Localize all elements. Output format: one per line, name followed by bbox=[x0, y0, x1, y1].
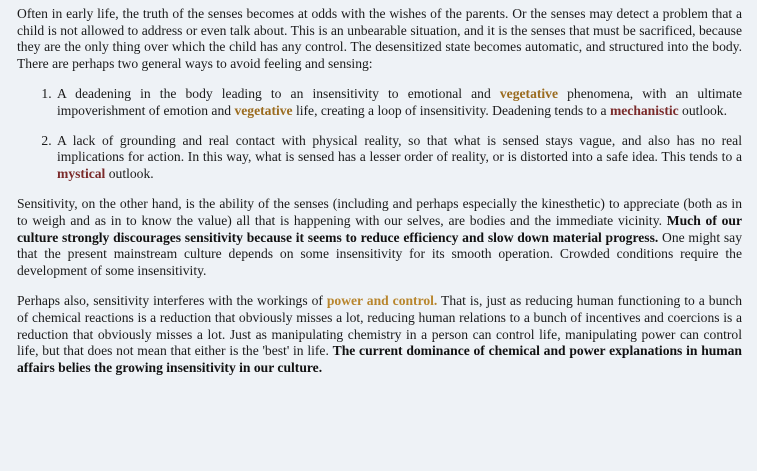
mystical-link[interactable]: mystical bbox=[57, 165, 106, 181]
avoidance-list bbox=[17, 86, 742, 182]
list-item: 2. A lack of grounding and real contact with physical reality, so that what is sensed stays vague, and also has no real implications for action. In this way, what is sensed has a lesser order of reality, or is distorted into a safe idea. This tends to a mystical outlook. bbox=[55, 133, 742, 183]
vegetative-link[interactable]: vegetative bbox=[234, 102, 293, 118]
list-item: 1. A deadening in the body leading to an insensitivity to emotional and vegetative phenomena, with an ultimate impoverishment of emotion and vegetative life, creating a loop of insensitivity. Deadening tends to a mechanistic outlook. bbox=[55, 86, 742, 119]
mechanistic-link[interactable]: mechanistic bbox=[609, 102, 679, 118]
sensitivity-paragraph: Sensitivity, on the other hand, is the ability of the senses (including and perhaps especially the kinesthetic) to appreciate (both as in to weigh and as in to know the value) all that is happening with our selves, are bodies and the immediate vicinity. Much of our culture strongly discourages sensitivity because it seems to reduce efficiency and slow down material progress. One might say that the present mainstream culture depends on some insensitivity for its smooth operation. Crowded conditions require the development of some insensitivity. bbox=[17, 196, 743, 278]
power-paragraph: Perhaps also, sensitivity interferes with the workings of power and control. That is, just as reducing human functioning to a bunch of chemical reactions is a reduction that obviously misses a lot, reducing human relations to a bunch of incentives and coercions is a reduction that obviously misses a lot. Just as manipulating chemistry in a person can control life, manipulating power can control life, but that does not mean that either is the 'best' in life. The current dominance of chemical and power explanations in human affairs belies the growing insensitivity in our culture. bbox=[17, 293, 742, 375]
vegetative-link[interactable]: vegetative bbox=[499, 86, 558, 102]
emphasis-text: The current dominance of chemical and power explanations in human affairs belies the growing insensitivity in our culture. bbox=[17, 343, 742, 375]
emphasis-text: Much of our culture strongly discourages sensitivity because it seems to reduce efficiency and slow down material progress. bbox=[17, 212, 743, 245]
power-and-control-link[interactable]: power and control. bbox=[326, 293, 438, 309]
intro-paragraph: Often in early life, the truth of the senses becomes at odds with the wishes of the parents. Or the senses may detect a problem that a child is not allowed to address or even talk about. This is an unbearable situation, and it is the senses that must be sacrificed, because they are the only thing over which the child has any control. The desensitized state becomes automatic, and structured into the body. There are perhaps two general ways to avoid feeling and sensing: bbox=[17, 6, 742, 71]
